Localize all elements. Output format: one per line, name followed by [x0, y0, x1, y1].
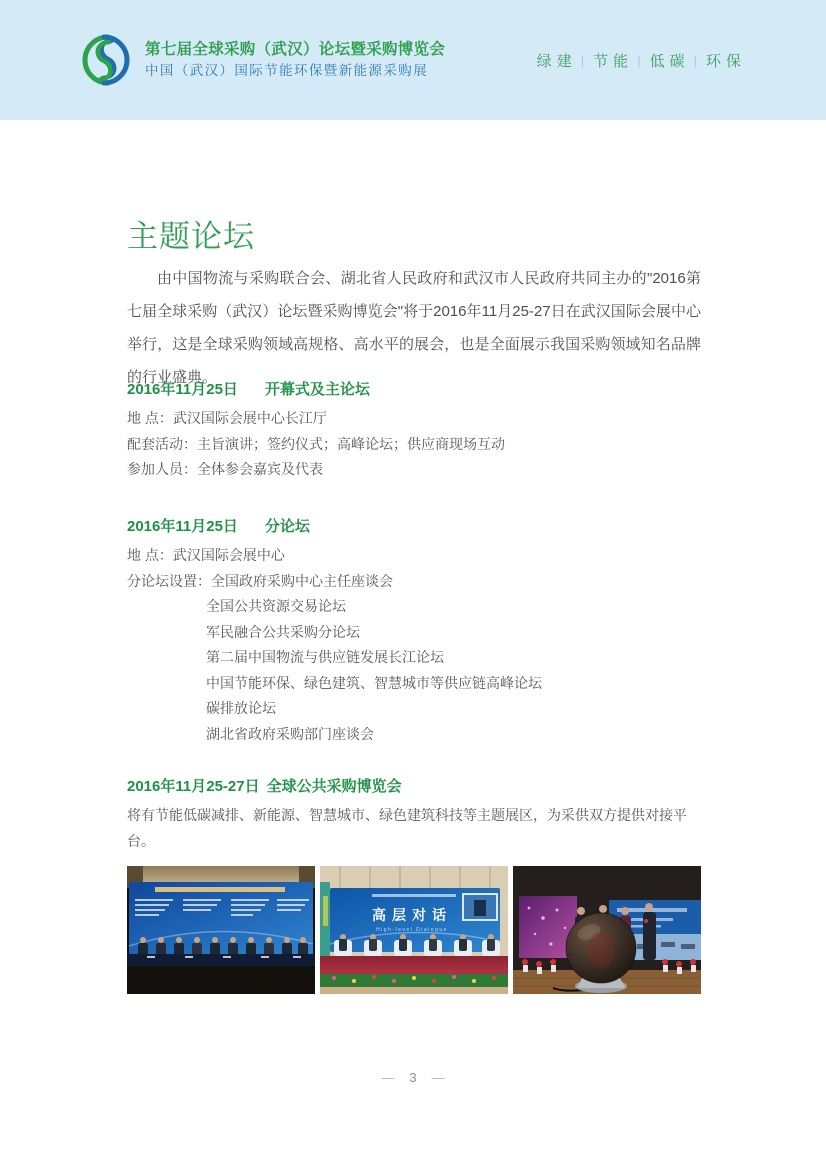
- header-tagline: [537, 50, 746, 71]
- brand-logo-icon: [78, 32, 134, 88]
- tag-separator: |: [580, 52, 585, 68]
- section-opening-forum: [127, 380, 701, 483]
- footer-dash: —: [381, 1070, 395, 1085]
- page-footer: [0, 1070, 826, 1085]
- section-date: 2016年11月25-27日: [127, 778, 260, 795]
- brand-title-line2: 中国（武汉）国际节能环保暨新能源采购展: [145, 63, 429, 78]
- forum-signing-ceremony-photo: [127, 866, 315, 994]
- section-expo: [127, 777, 701, 854]
- detail-row: 军民融合公共采购分论坛: [206, 623, 360, 640]
- page-header: [0, 0, 826, 120]
- section-description: 将有节能低碳减排、新能源、智慧城市、绿色建筑科技等主题展区，为采供双方提供对接平台。: [127, 807, 687, 849]
- detail-row: 中国节能环保、绿色建筑、智慧城市等供应链高峰论坛: [206, 674, 542, 691]
- brand-text: [145, 40, 445, 80]
- detail-row: 地 点：武汉国际会展中心: [127, 547, 285, 563]
- section-sub-forums: [127, 517, 701, 747]
- detail-row: 分论坛设置：全国政府采购中心主任座谈会: [127, 572, 393, 589]
- high-level-dialogue-photo: [320, 866, 508, 994]
- photo-overlay-subtitle: High-level Dialogue: [376, 927, 448, 933]
- photo-strip: [127, 866, 701, 994]
- section-name: 分论坛: [264, 518, 310, 535]
- section-heading: [127, 517, 701, 537]
- brand-title-line1: 第七届全球采购（武汉）论坛暨采购博览会: [145, 41, 446, 58]
- tag-energy-saving: 节能: [593, 52, 634, 70]
- section-name: 全球公共采购博览会: [266, 778, 402, 795]
- detail-row: 第二届中国物流与供应链发展长江论坛: [206, 649, 444, 665]
- page-number: 3: [409, 1070, 417, 1085]
- section-heading: [127, 380, 701, 400]
- launch-ball-ceremony-photo: [513, 866, 701, 994]
- detail-row: 湖北省政府采购部门座谈会: [206, 725, 374, 742]
- detail-row: 地 点：武汉国际会展中心长江厅: [127, 410, 327, 426]
- tag-separator: |: [693, 52, 697, 68]
- tag-environmental: 环保: [705, 52, 746, 70]
- tag-separator: |: [637, 52, 641, 68]
- page-title: 主题论坛: [127, 219, 255, 254]
- section-date: 2016年11月25日: [127, 381, 238, 398]
- intro-paragraph: 由中国物流与采购联合会、湖北省人民政府和武汉市人民政府共同主办的"2016第七届全球采购（武汉）论坛暨采购博览会"将于2016年11月25-27日在武汉国际会展中心举行，这是全球采购领域高规格、高水平的展会，也是全面展示我国采购领域知名品牌的行业盛典。: [127, 270, 701, 386]
- section-heading: [127, 777, 701, 797]
- section-name: 开幕式及主论坛: [264, 381, 370, 398]
- detail-row: 碳排放论坛: [206, 700, 276, 716]
- brand: [78, 32, 445, 88]
- footer-dash: —: [431, 1070, 445, 1085]
- section-date: 2016年11月25日: [127, 518, 238, 535]
- photo-overlay-title: 高层对话: [372, 907, 452, 923]
- detail-row: 配套活动：主旨演讲；签约仪式；高峰论坛；供应商现场互动: [127, 435, 505, 452]
- detail-row: 全国公共资源交易论坛: [206, 598, 346, 614]
- tag-green-building: 绿建: [536, 52, 577, 70]
- detail-row: 参加人员：全体参会嘉宾及代表: [127, 461, 323, 477]
- tag-low-carbon: 低碳: [649, 52, 690, 70]
